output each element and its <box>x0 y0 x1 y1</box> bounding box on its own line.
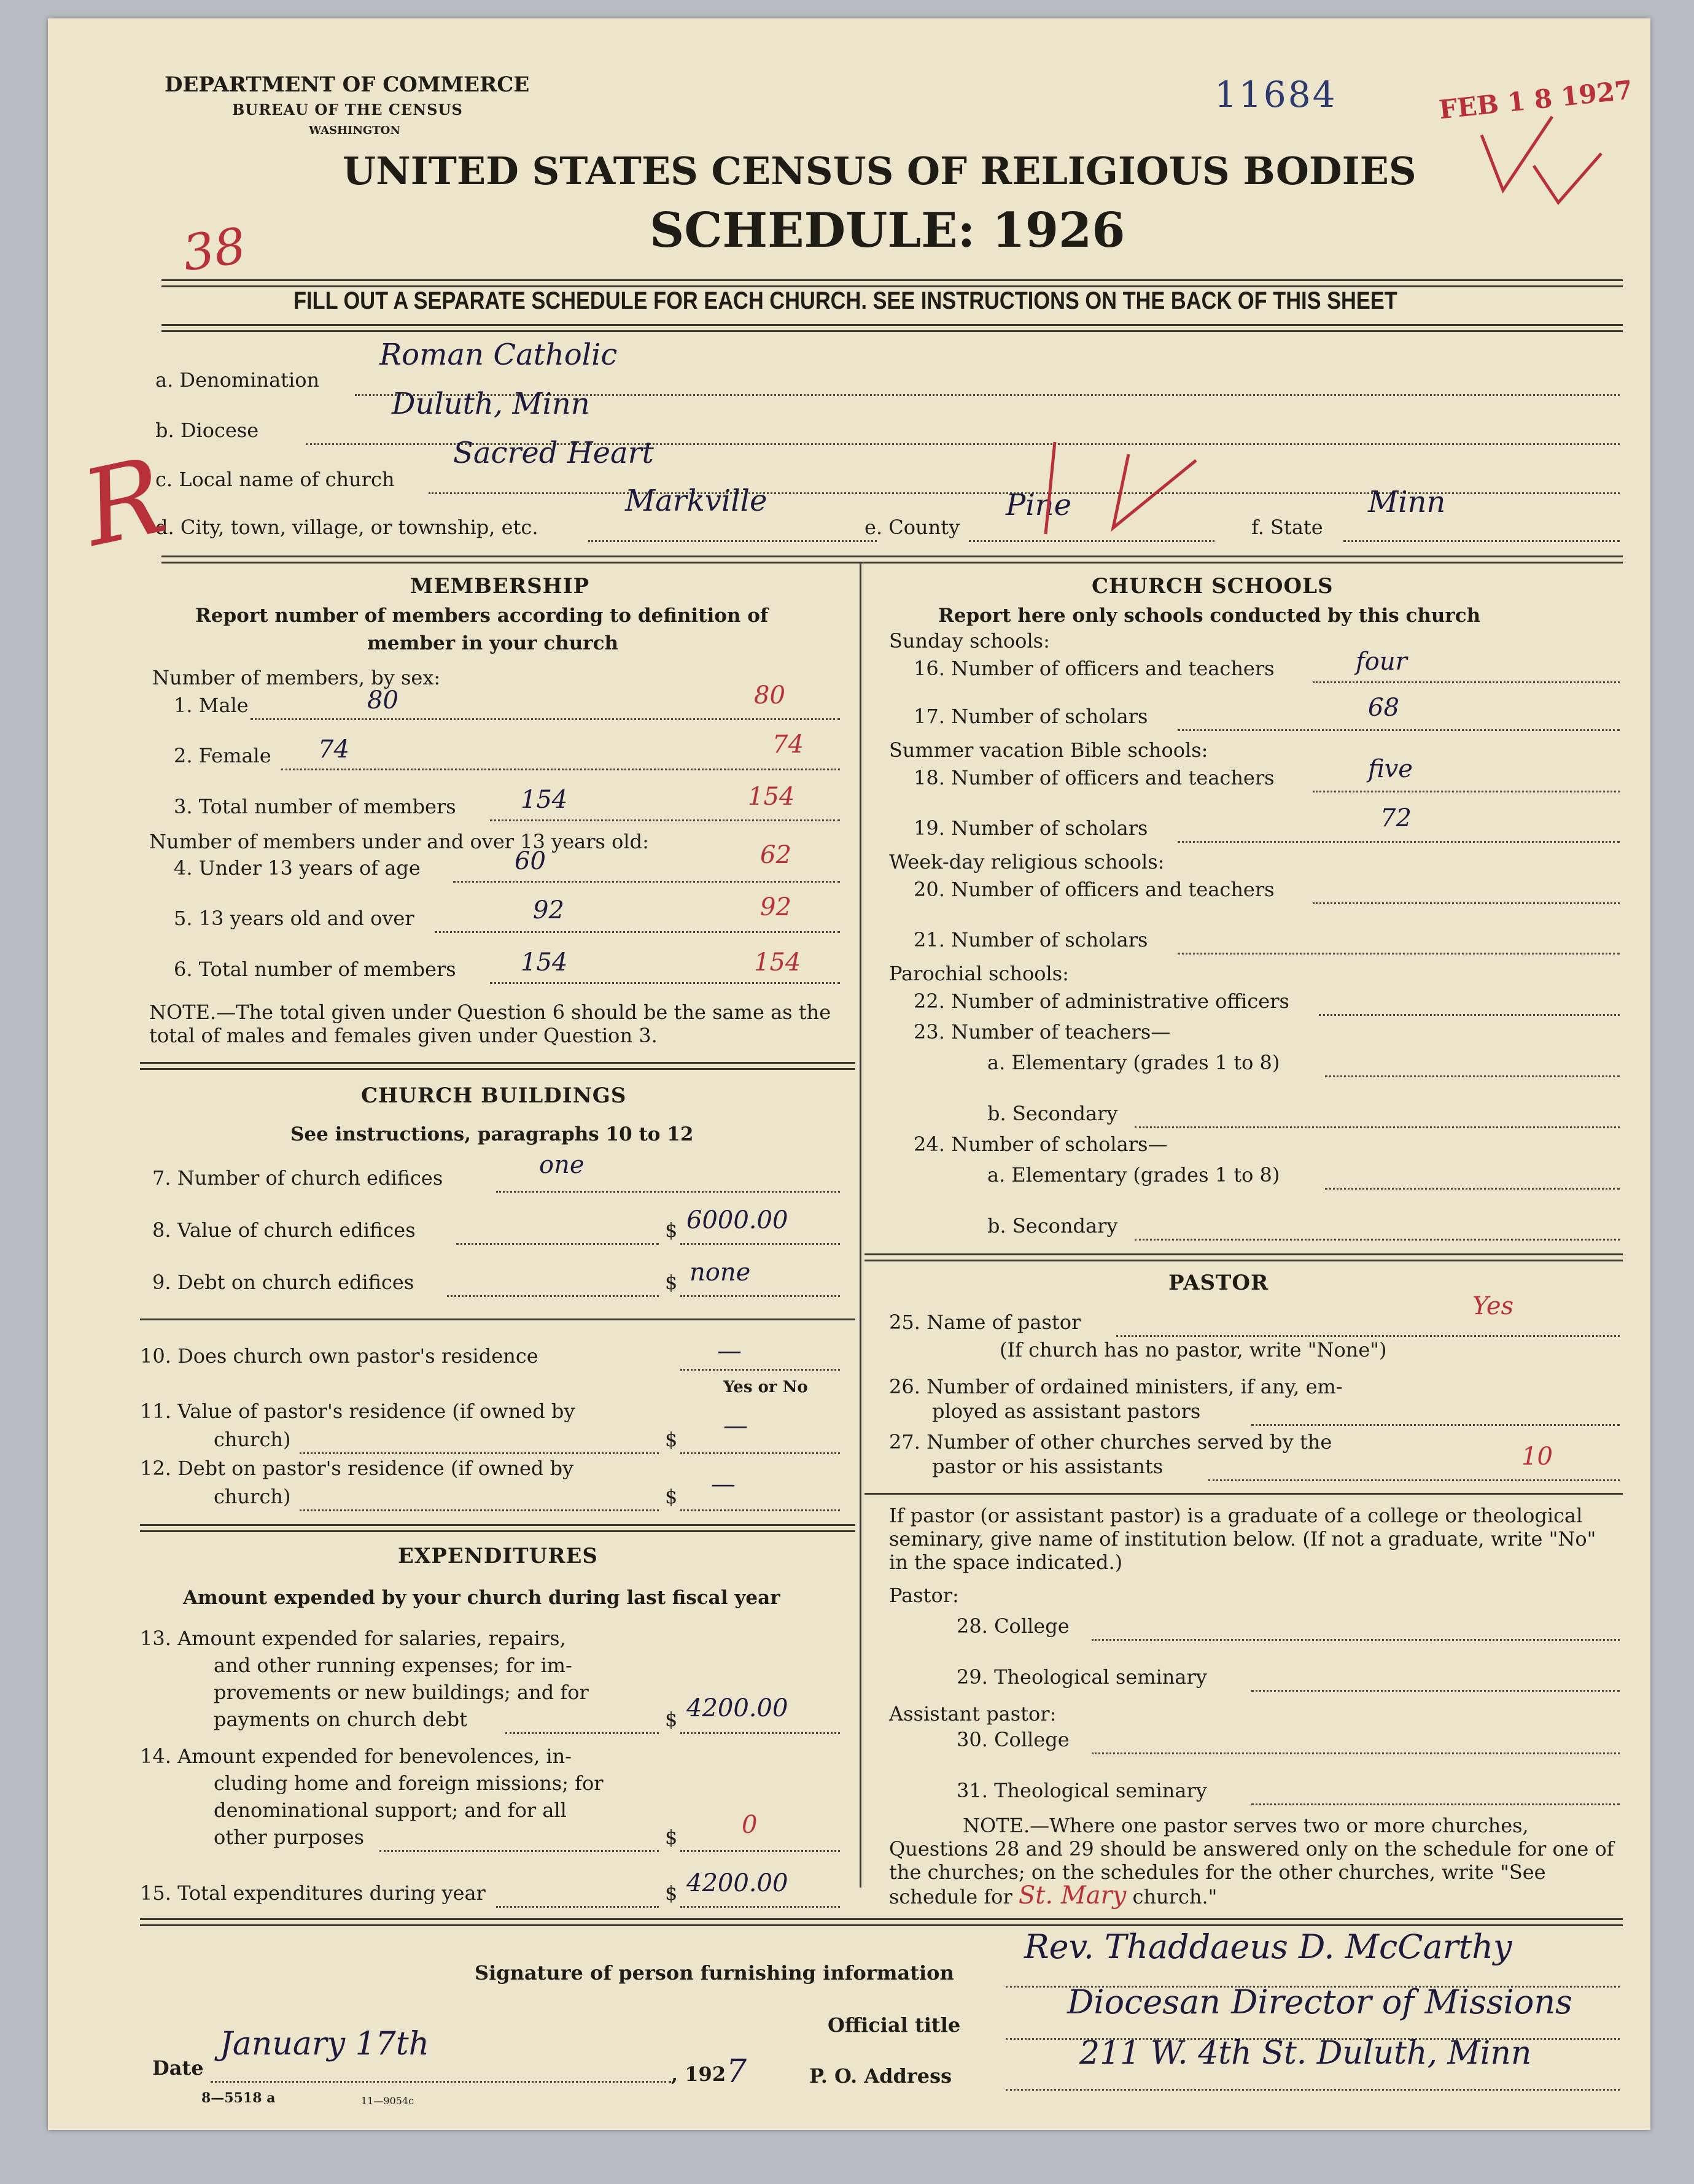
summer-schools-label: Summer vacation Bible schools: <box>889 738 1208 762</box>
q16-label: 16. Number of officers and teachers <box>914 657 1275 680</box>
local-name-label: c. Local name of church <box>155 468 395 491</box>
membership-intro-1: Report number of members according to definition of <box>195 605 769 627</box>
dept-line: DEPARTMENT OF COMMERCE <box>165 72 530 97</box>
state-value[interactable]: Minn <box>1368 485 1446 519</box>
q2-label: 2. Female <box>174 744 271 767</box>
q5-value[interactable]: 92 <box>760 893 791 921</box>
buildings-heading: CHURCH BUILDINGS <box>361 1083 627 1108</box>
q27-value[interactable]: 10 <box>1521 1442 1553 1471</box>
q23-label: 23. Number of teachers— <box>914 1020 1171 1044</box>
expenditures-sub: Amount expended by your church during last fiscal year <box>183 1587 780 1609</box>
q11-label-2: church) <box>214 1428 291 1451</box>
diocese-label: b. Diocese <box>155 419 259 442</box>
q7-value[interactable]: one <box>539 1151 585 1179</box>
county-value[interactable]: Pine <box>1006 488 1071 522</box>
denomination-label: a. Denomination <box>155 368 320 392</box>
date-label: Date <box>152 2056 204 2080</box>
q16-value[interactable]: four <box>1356 648 1407 676</box>
diocese-value[interactable]: Duluth, Minn <box>392 387 590 421</box>
q21-label: 21. Number of scholars <box>914 928 1148 951</box>
q3-label: 3. Total number of members <box>174 795 456 818</box>
q18-label: 18. Number of officers and teachers <box>914 766 1275 789</box>
q27-label-1: 27. Number of other churches served by the <box>889 1430 1332 1454</box>
q17-value[interactable]: 68 <box>1368 694 1399 722</box>
q23b-label: b. Secondary <box>987 1102 1118 1125</box>
q1-entry[interactable]: 80 <box>367 686 398 714</box>
red-pen-mark <box>981 436 1214 546</box>
q7-label: 7. Number of church edifices <box>152 1166 443 1190</box>
buildings-sub: See instructions, paragraphs 10 to 12 <box>290 1123 694 1145</box>
q4-label: 4. Under 13 years of age <box>174 856 421 880</box>
separate-schedule-instruction: FILL OUT A SEPARATE SCHEDULE FOR EACH CHURCH. SEE INSTRUCTIONS ON THE BACK OF THIS SHEET <box>293 287 1397 314</box>
assistant-pastor-label: Assistant pastor: <box>889 1702 1057 1725</box>
q15-label: 15. Total expenditures during year <box>140 1881 486 1905</box>
q2-value[interactable]: 74 <box>772 730 804 759</box>
q31-label: 31. Theological seminary <box>957 1779 1207 1802</box>
q10-label: 10. Does church own pastor's residence <box>140 1344 538 1368</box>
q19-label: 19. Number of scholars <box>914 816 1148 840</box>
q22-label: 22. Number of administrative officers <box>914 989 1289 1013</box>
q5-entry[interactable]: 92 <box>533 896 564 924</box>
margin-letter: R <box>72 435 176 571</box>
city-label: d. City, town, village, or township, etc. <box>155 516 538 539</box>
check-mark-icon <box>1478 110 1607 215</box>
q13-line-4: payments on church debt <box>214 1708 467 1731</box>
q14-line-3: denominational support; and for all <box>214 1799 567 1822</box>
pastor-sub-label: Pastor: <box>889 1584 959 1607</box>
official-title-label: Official title <box>828 2013 961 2037</box>
q14-line-1: 14. Amount expended for benevolences, in- <box>140 1744 572 1768</box>
q26-label-1: 26. Number of ordained ministers, if any, em- <box>889 1375 1343 1398</box>
by-sex-label: Number of members, by sex: <box>152 666 441 689</box>
city-value[interactable]: Markville <box>625 484 767 518</box>
yes-no-hint: Yes or No <box>723 1378 808 1396</box>
q2-entry[interactable]: 74 <box>318 735 349 764</box>
q13-line-3: provements or new buildings; and for <box>214 1681 589 1704</box>
form-title: UNITED STATES CENSUS OF RELIGIOUS BODIES <box>343 149 1416 193</box>
q11-value[interactable]: — <box>723 1412 748 1440</box>
q8-value[interactable]: 6000.00 <box>686 1206 788 1234</box>
q1-label: 1. Male <box>174 694 249 717</box>
form-number: 8—5518 a <box>201 2090 276 2106</box>
by-age-label: Number of members under and over 13 years old: <box>149 830 649 853</box>
denomination-value[interactable]: Roman Catholic <box>379 338 618 372</box>
q9-value[interactable]: none <box>690 1258 751 1287</box>
address-label: P. O. Address <box>809 2064 952 2088</box>
column-divider <box>860 562 861 1888</box>
q12-value[interactable]: — <box>711 1470 736 1498</box>
signature-value[interactable]: Rev. Thaddaeus D. McCarthy <box>1024 1927 1512 1966</box>
header-rule-2 <box>161 324 1623 332</box>
q8-label: 8. Value of church edifices <box>152 1218 416 1242</box>
bureau-line: BUREAU OF THE CENSUS <box>232 101 463 118</box>
q25-label: 25. Name of pastor <box>889 1311 1081 1334</box>
year-digit[interactable]: 7 <box>726 2053 747 2090</box>
q25-value[interactable]: Yes <box>1472 1292 1514 1320</box>
q19-value[interactable]: 72 <box>1380 804 1412 832</box>
q5-label: 5. 13 years old and over <box>174 907 414 930</box>
state-label: f. State <box>1251 516 1323 539</box>
county-label: e. County <box>864 516 960 539</box>
q28-label: 28. College <box>957 1614 1070 1638</box>
q27-label-2: pastor or his assistants <box>932 1455 1164 1478</box>
schools-heading: CHURCH SCHOOLS <box>1092 574 1334 598</box>
q24b-label: b. Secondary <box>987 1214 1118 1237</box>
schedule-title: SCHEDULE: 1926 <box>650 203 1125 258</box>
q24a-label: a. Elementary (grades 1 to 8) <box>987 1163 1280 1187</box>
membership-intro-2: member in your church <box>367 632 619 654</box>
q25-note: (If church has no pastor, write "None") <box>1000 1338 1387 1361</box>
q13-line-2: and other running expenses; for im- <box>214 1654 572 1677</box>
q29-label: 29. Theological seminary <box>957 1665 1207 1689</box>
membership-note: NOTE.—The total given under Question 6 should be the same as the total of males and females given under Question 3. <box>149 1001 831 1047</box>
identity-rule <box>161 556 1623 563</box>
q12-label-1: 12. Debt on pastor's residence (if owned by <box>140 1457 574 1480</box>
serial-number: 11684 <box>1214 74 1337 115</box>
header-rule <box>161 279 1623 287</box>
q6-label: 6. Total number of members <box>174 958 456 981</box>
q4-value[interactable]: 62 <box>760 841 791 869</box>
q1-value[interactable]: 80 <box>754 681 785 710</box>
q18-value[interactable]: five <box>1368 755 1413 783</box>
expenditures-heading: EXPENDITURES <box>398 1544 598 1568</box>
q14-line-4: other purposes <box>214 1826 365 1849</box>
parochial-schools-label: Parochial schools: <box>889 962 1069 985</box>
q11-label-1: 11. Value of pastor's residence (if owned by <box>140 1400 575 1423</box>
date-received-stamp: FEB 1 8 1927 <box>1437 74 1634 125</box>
pastor-heading: PASTOR <box>1168 1271 1269 1295</box>
signature-label: Signature of person furnishing information <box>475 1961 954 1985</box>
q24-label: 24. Number of scholars— <box>914 1133 1168 1156</box>
city-line: WASHINGTON <box>309 124 400 137</box>
q30-label: 30. College <box>957 1728 1070 1751</box>
q14-line-2: cluding home and foreign missions; for <box>214 1772 604 1795</box>
q3-value[interactable]: 154 <box>748 783 795 811</box>
date-value[interactable]: January 17th <box>220 2026 430 2062</box>
q17-label: 17. Number of scholars <box>914 705 1148 728</box>
q10-value[interactable]: — <box>717 1337 742 1365</box>
weekday-schools-label: Week-day religious schools: <box>889 850 1165 873</box>
official-title-value[interactable]: Diocesan Director of Missions <box>1067 1983 1572 2021</box>
sunday-schools-label: Sunday schools: <box>889 629 1050 652</box>
q20-label: 20. Number of officers and teachers <box>914 878 1275 901</box>
see-schedule-church[interactable]: St. Mary <box>1018 1881 1127 1910</box>
graduate-note: If pastor (or assistant pastor) is a graduate of a college or theological seminary, give name of institution below. (If not a graduate, write "No" in the space indicated.) <box>889 1504 1596 1574</box>
q12-label-2: church) <box>214 1485 291 1508</box>
q6-value[interactable]: 154 <box>754 948 801 977</box>
census-schedule-sheet: DEPARTMENT OF COMMERCE BUREAU OF THE CENSUS WASHINGTON 11684 FEB 1 8 1927 UNITED STATES CENSUS OF RELIGIOUS BODIES SCHEDULE: 1926 38 FILL OUT A SEPARATE SCHEDULE FOR EACH CHURCH. SEE INSTRUCTIONS ON THE BACK OF THIS SHEET a. Denomination Roman Catholic b. Diocese Duluth, Minn c. Local name of church Sacred Heart d. City, town, village, or township, etc. Markville e. County Pine f. State Minn R MEMBERSHIP Report number of members according to definition of member in your church Number of members, by sex: 1. Male 80 80 2. Female 74 74 3. Total number of members 154 154 Number of members under and over 13 years old: 4. Under 13 years of age 60 62 5. 13 years old and over 92 92 6. Total number of members 154 154 NOTE.—The total given under Question 6 should be the same as the total of males and females given under Question 3. CHURCH BUILDINGS See instructions, paragraphs 10 to 12 7. Number of church edifices one 8. Value of church edifices $ 6000.00 9. Debt on church edifices $ none 10. Does church own pastor's residence — Yes or No 11. Value of pastor's residence (if owned by church) $ — 12. Debt on pastor's residence (if owned by church) $ — EXPENDITURES Amount expended by your church during last fiscal year 13. Amount expended for salaries, repairs, and other running expenses; for im- provements or new buildings; and for payments on church debt $ 4200.00 14. Amount expended for benevolences, in- cluding home and foreign missions; for denominational support; and for all other purposes $ 0 15. Total expenditures during year $ 4200.00 CHURCH SCHOOLS Report here only schools conducted by this church Sunday schools: 16. Number of officers and teachers four 17. Number of scholars 68 Summer vacation Bible schools: 18. Number of officers and teachers five 19. Number of scholars 72 Week-day religious schools: 20. Number of officers and teachers 21. Number of scholars Parochial schools: 22. Number of administrative officers 23. Number of teachers— a. Elementary (grades 1 to 8) b. Secondary 24. Number of scholars— a. Elementary (grades 1 to 8) b. Secondary PASTOR 25. Name of pastor Yes (If church has no pastor, write "None") 26. Number of ordained ministers, if any, em- ployed as assistant pastors 27. Number of other churches served by the pastor or his assistants 10 If pastor (or assistant pastor) is a graduate of a college or theological seminary, give name of institution below. (If not a graduate, write "No" in the space indicated.) Pastor: 28. College 29. Theological seminary Assistant pastor: 30. College 31. Theological seminary NOTE.—Where one pastor serves two or more churches, Questions 28 and 29 should be answered only on the schedule for one of the churches; on the schedules for the other churches, write "See schedule for St. Mary church." Signature of person furnishing information Rev. Thaddaeus D. McCarthy Official title Diocesan Director of Missions P. O. Address 211 W. 4th St. Duluth, Minn Date January 17th , 192 7 8—5518 a 11—9054c <box>48 18 1650 2130</box>
print-number: 11—9054c <box>361 2095 414 2107</box>
q3-entry[interactable]: 154 <box>521 786 568 814</box>
membership-heading: MEMBERSHIP <box>410 574 590 598</box>
q23a-label: a. Elementary (grades 1 to 8) <box>987 1051 1280 1074</box>
q6-entry[interactable]: 154 <box>521 948 568 977</box>
q4-entry[interactable]: 60 <box>515 847 546 875</box>
schools-sub: Report here only schools conducted by this church <box>938 605 1481 627</box>
address-value[interactable]: 211 W. 4th St. Duluth, Minn <box>1079 2035 1532 2072</box>
q13-line-1: 13. Amount expended for salaries, repairs, <box>140 1627 566 1650</box>
q14-value[interactable]: 0 <box>742 1811 758 1839</box>
q26-label-2: ployed as assistant pastors <box>932 1400 1201 1423</box>
pastor-note: NOTE.—Where one pastor serves two or more churches, Questions 28 and 29 should be answered only on the schedule for one of the churches; on the schedules for the other churches, write "See schedule for St. Mary church." <box>889 1814 1614 1910</box>
year-prefix: , 192 <box>671 2062 726 2086</box>
q13-value[interactable]: 4200.00 <box>686 1694 788 1722</box>
q9-label: 9. Debt on church edifices <box>152 1271 414 1294</box>
margin-number: 38 <box>179 217 249 282</box>
local-name-value[interactable]: Sacred Heart <box>453 436 654 470</box>
q15-value[interactable]: 4200.00 <box>686 1869 788 1897</box>
